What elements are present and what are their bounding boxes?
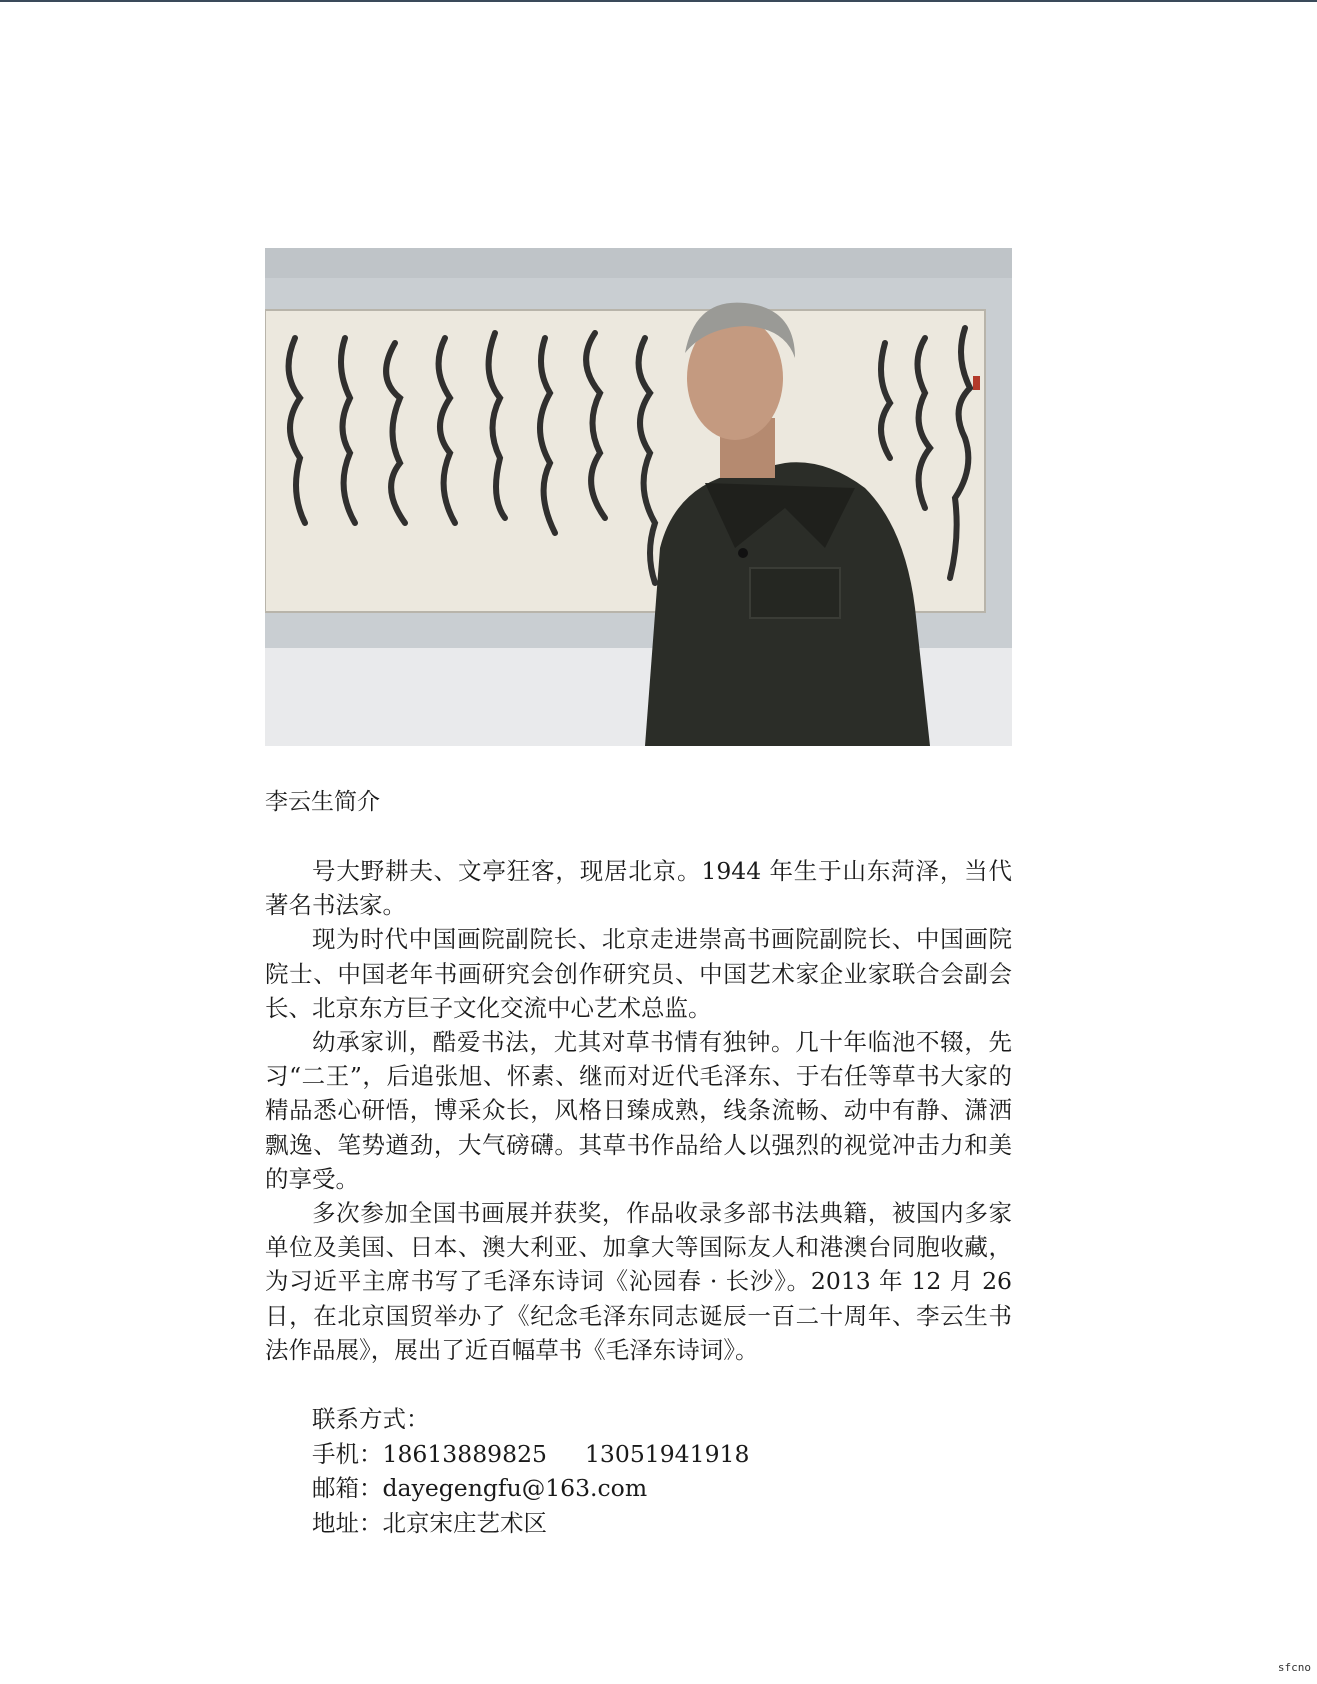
- email-label: 邮箱：: [312, 1474, 383, 1502]
- bio-paragraph: 幼承家训，酷爱书法，尤其对草书情有独钟。几十年临池不辍，先习“二王”，后追张旭、怀素、继而对近代毛泽东、于右任等草书大家的精品悉心研悟，博采众长，风格日臻成熟，线条流畅、动中有静、潇洒飘逸、笔势遒劲，大气磅礴。其草书作品给人以强烈的视觉冲击力和美的享受。: [265, 1028, 1012, 1193]
- top-rule: [0, 0, 1317, 2]
- email-address: dayegengfu@163.com: [382, 1474, 648, 1502]
- contact-address-row: [312, 1506, 749, 1541]
- contact-heading: 联系方式：: [312, 1405, 430, 1433]
- portrait-photo: [265, 248, 1012, 746]
- bio-paragraph: 多次参加全国书画展并获奖，作品收录多部书法典籍，被国内多家单位及美国、日本、澳大利亚、加拿大等国际友人和港澳台同胞收藏，为习近平主席书写了毛泽东诗词《沁园春 · 长沙》。2013 年 12 月 26 日，在北京国贸举办了《纪念毛泽东同志诞辰一百二十周年、李云生书法作品展》，展出了近百幅草书《毛泽东诗词》。: [265, 1199, 1012, 1364]
- phone-label: 手机：: [312, 1439, 383, 1468]
- contact-email-row: [312, 1471, 749, 1506]
- corner-mark: sfcno: [1277, 1661, 1311, 1674]
- portrait-photo-svg: [265, 248, 1012, 746]
- bio-paragraph: 现为时代中国画院副院长、北京走进崇高书画院副院长、中国画院院士、中国老年书画研究会创作研究员、中国艺术家企业家联合会副会长、北京东方巨子文化交流中心艺术总监。: [265, 925, 1012, 1022]
- address-value: 北京宋庄艺术区: [382, 1508, 547, 1537]
- bio-body: [265, 854, 1012, 1367]
- bio-title: 李云生简介: [265, 789, 380, 815]
- phone-number-2: 13051941918: [584, 1439, 750, 1468]
- contact-block: [312, 1402, 749, 1540]
- contact-phone-row: [312, 1437, 749, 1472]
- address-label: 地址：: [312, 1508, 383, 1537]
- phone-number-1: 18613889825: [382, 1439, 547, 1468]
- bio-paragraph: 号大野耕夫、文亭狂客，现居北京。1944 年生于山东菏泽，当代著名书法家。: [265, 857, 1012, 920]
